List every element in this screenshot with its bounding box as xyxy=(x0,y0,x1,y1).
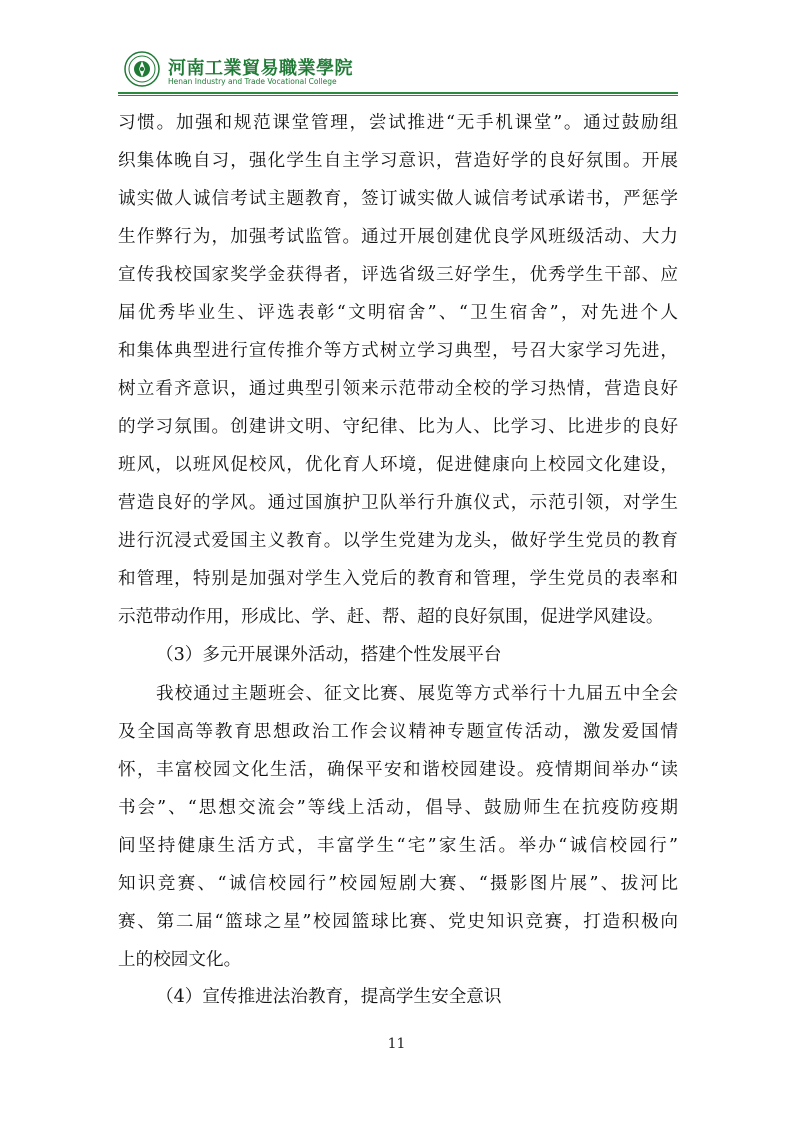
text-line: 班风，以班风促校风，优化育人环境，促进健康向上校园文化建设， xyxy=(118,455,678,475)
text-line: 届优秀毕业生、评选表彰“文明宿舍”、“卫生宿舍”，对先进个人 xyxy=(118,303,678,323)
text-line: 及全国高等教育思想政治工作会议精神专题宣传活动，激发爱国情 xyxy=(118,722,678,742)
text-line: 进行沉浸式爱国主义教育。以学生党建为龙头，做好学生党员的教育 xyxy=(118,531,678,551)
text-line: 树立看齐意识，通过典型引领来示范带动全校的学习热情，营造良好 xyxy=(118,379,678,399)
header-divider xyxy=(118,92,678,96)
text-line: 赛、第二届“篮球之星”校园篮球比赛、党史知识竞赛，打造积极向 xyxy=(118,912,678,932)
body-paragraph-2 xyxy=(118,675,678,979)
text-line: 生作弊行为，加强考试监管。通过开展创建优良学风班级活动、大力 xyxy=(118,227,678,247)
body-paragraph-1 xyxy=(118,104,678,636)
page-header xyxy=(118,48,678,94)
text-line: 的学习氛围。创建讲文明、守纪律、比为人、比学习、比进步的良好 xyxy=(118,417,678,437)
text-line: 怀，丰富校园文化生活，确保平安和谐校园建设。疫情期间举办“读 xyxy=(118,760,678,780)
text-line: 诚实做人诚信考试主题教育，签订诚实做人诚信考试承诺书，严惩学 xyxy=(118,189,678,209)
text-line: 间坚持健康生活方式，丰富学生“宅”家生活。举办“诚信校园行” xyxy=(118,836,678,856)
text-line: 知识竞赛、“诚信校园行”校园短剧大赛、“摄影图片展”、拔河比 xyxy=(118,874,678,894)
college-name-cn: 河南工業貿易職業學院 xyxy=(168,58,353,79)
college-logo-icon xyxy=(124,51,160,87)
section-heading-4: （4）宣传推进法治教育，提高学生安全意识 xyxy=(156,987,502,1007)
text-line: 上的校园文化。 xyxy=(118,950,242,970)
section-heading-3: （3）多元开展课外活动，搭建个性发展平台 xyxy=(156,645,502,665)
text-line: 和集体典型进行宣传推介等方式树立学习典型，号召大家学习先进， xyxy=(118,341,678,361)
text-line: 和管理，特别是加强对学生入党后的教育和管理，学生党员的表率和 xyxy=(118,569,678,589)
text-line: 营造良好的学风。通过国旗护卫队举行升旗仪式，示范引领，对学生 xyxy=(118,493,678,513)
text-line: 宣传我校国家奖学金获得者，评选省级三好学生，优秀学生干部、应 xyxy=(118,265,678,285)
text-line: 习惯。加强和规范课堂管理，尝试推进“无手机课堂”。通过鼓励组 xyxy=(118,113,678,133)
text-line: 书会”、“思想交流会”等线上活动，倡导、鼓励师生在抗疫防疫期 xyxy=(118,798,678,818)
page-number: 11 xyxy=(387,1036,406,1052)
text-line: 示范带动作用，形成比、学、赶、帮、超的良好氛围，促进学风建设。 xyxy=(118,607,664,627)
text-line: 织集体晚自习，强化学生自主学习意识，营造好学的良好氛围。开展 xyxy=(118,151,678,171)
text-line: 我校通过主题班会、征文比赛、展览等方式举行十九届五中全会 xyxy=(156,684,678,704)
college-name-en: Henan Industry and Trade Vocational College xyxy=(168,77,337,86)
